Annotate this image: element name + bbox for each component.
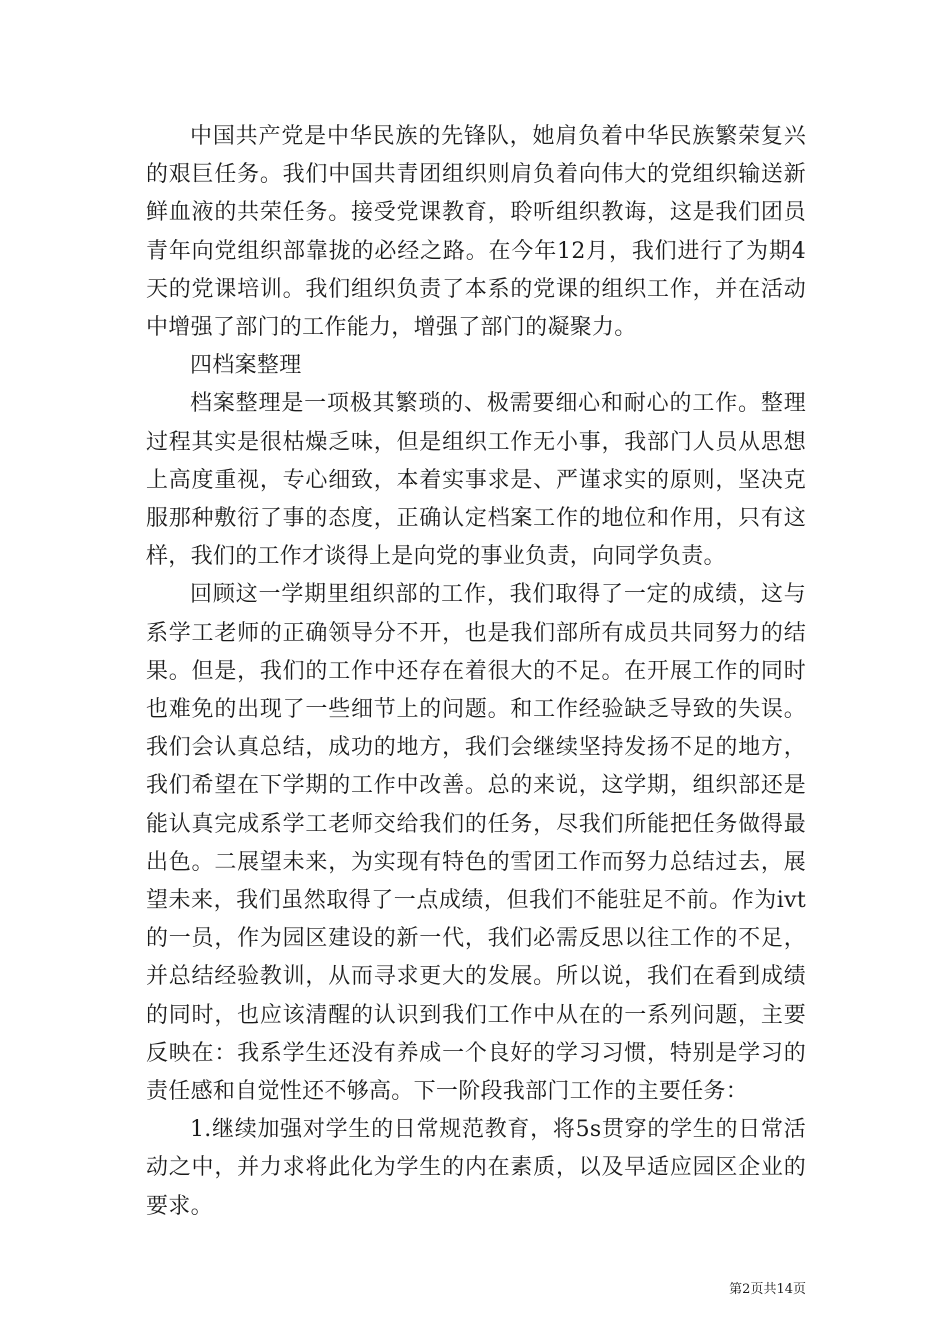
paragraph-task-1: 1.继续加强对学生的日常规范教育，将5s贯穿的学生的日常活动之中，并力求将此化为学生的内在素质，以及早适应园区企业的要求。 — [146, 1117, 806, 1219]
paragraph-review: 回顾这一学期里组织部的工作，我们取得了一定的成绩，这与系学工老师的正确领导分不开，也是我们部所有成员共同努力的结果。但是，我们的工作中还存在着很大的不足。在开展工作的同时也难免的出现了一些细节上的问题。和工作经验缺乏导致的失误。我们会认真总结，成功的地方，我们会继续坚持发扬不足的地方，我们希望在下学期的工作中改善。总的来说，这学期，组织部还是能认真完成系学工老师交给我们的任务，尽我们所能把任务做得最出色。二展望未来，为实现有特色的雪团工作而努力总结过去，展望未来，我们虽然取得了一点成绩，但我们不能驻足不前。作为ivt的一员，作为园区建设的新一代，我们必需反思以往工作的不足，并总结经验教训，从而寻求更大的发展。所以说，我们在看到成绩的同时，也应该清醒的认识到我们工作中从在的一系列问题，主要反映在：我系学生还没有养成一个良好的学习习惯，特别是学习的责任感和自觉性还不够高。下一阶段我部门工作的主要任务： — [146, 582, 806, 1105]
page-number: 第2页共14页 — [729, 1282, 806, 1297]
section-heading-archive: 四档案整理 — [190, 353, 302, 379]
paragraph-archive: 档案整理是一项极其繁琐的、极需要细心和耐心的工作。整理过程其实是很枯燥乏味，但是组织工作无小事，我部门人员从思想上高度重视，专心细致，本着实事求是、严谨求实的原则，坚决克服那种敷衍了事的态度，正确认定档案工作的地位和作用，只有这样，我们的工作才谈得上是向党的事业负责，向同学负责。 — [146, 391, 806, 570]
paragraph-party-lesson: 中国共产党是中华民族的先锋队，她肩负着中华民族繁荣复兴的艰巨任务。我们中国共青团组织则肩负着向伟大的党组织输送新鲜血液的共荣任务。接受党课教育，聆听组织教诲，这是我们团员青年向党组织部靠拢的必经之路。在今年12月，我们进行了为期4天的党课培训。我们组织负责了本系的党课的组织工作，并在活动中增强了部门的工作能力，增强了部门的凝聚力。 — [146, 124, 806, 341]
document-body — [146, 118, 806, 1226]
